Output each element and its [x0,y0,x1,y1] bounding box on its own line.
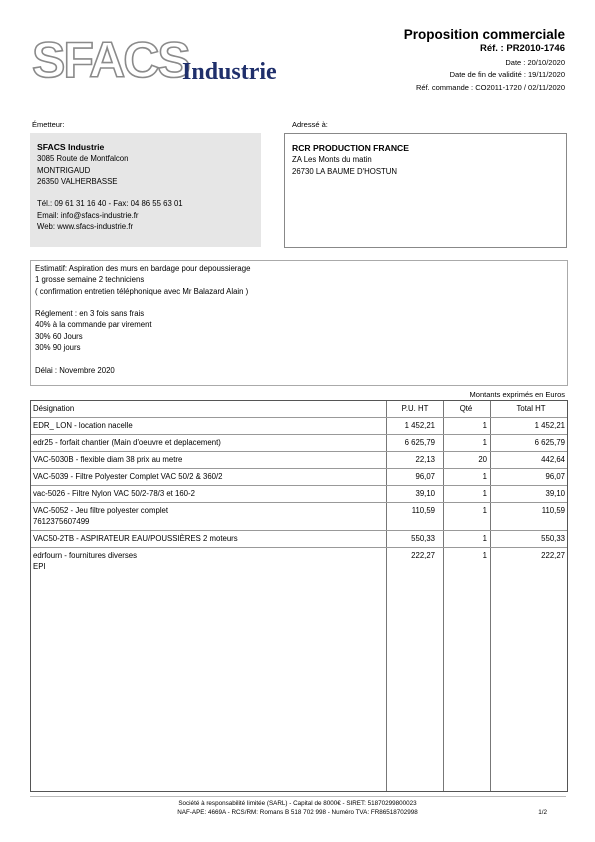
item-total: 110,59 [541,506,565,515]
table-row [31,418,567,435]
item-designation-main: edrfourn - fournitures diverses [33,551,138,560]
company-logo [30,30,315,90]
page-number: 1/2 [538,809,547,816]
item-quantity: 20 [478,455,487,464]
item-unit-price: 22,13 [415,455,435,464]
item-designation: VAC50-2TB - ASPIRATEUR EAU/POUSSIÈRES 2 moteurs [33,534,238,543]
item-designation: EDR_ LON - location nacelle [33,421,133,430]
emitter-address-line: 26350 VALHERBASSE [37,176,118,186]
table-row [31,486,567,503]
estimate-notes [30,260,568,386]
item-total: 39,10 [545,489,565,498]
column-header-unit-price: P.U. HT [401,404,429,413]
item-total: 442,64 [541,455,565,464]
column-header-total: Total HT [516,404,546,413]
payment-line: 30% 90 jours [35,343,81,353]
table-row [31,503,567,531]
footer-legal-line: NAF-APE: 4669A - RCS/RM: Romans B 518 702 998 - Numéro TVA: FR86518702998 [177,809,418,816]
payment-line: 40% à la commande par virement [35,320,152,330]
emitter-label: Émetteur: [32,120,65,129]
item-designation [33,551,385,572]
emitter-name: SFACS Industrie [37,142,105,152]
table-row [31,531,567,548]
table-row [31,452,567,469]
order-reference: Réf. commande : CO2011-1720 / 02/11/2020 [416,83,565,92]
delay-line: Délai : Novembre 2020 [35,365,115,375]
payment-line: 30% 60 Jours [35,331,83,341]
recipient-address-line: 26730 LA BAUME D'HOSTUN [292,166,398,176]
item-total: 550,33 [541,534,565,543]
payment-line: Réglement : en 3 fois sans frais [35,309,145,319]
item-designation: vac-5026 - Filtre Nylon VAC 50/2-78/3 et 160-2 [33,489,195,498]
document-date: Date : 20/10/2020 [505,58,565,67]
item-unit-price: 110,59 [411,506,435,515]
footer-legal-line: Société à responsabilité limitée (SARL) - Capital de 8000€ - SIRET: 51870299800023 [178,800,417,807]
item-designation: edr25 - forfait chantier (Main d'oeuvre et deplacement) [33,438,221,447]
estimate-line: 1 grosse semaine 2 techniciens [35,275,145,285]
item-designation: VAC-5039 - Filtre Polyester Complet VAC 50/2 & 360/2 [33,472,223,481]
validity-date: Date de fin de validité : 19/11/2020 [449,70,565,79]
estimate-line: Estimatif: Aspiration des murs en bardage pour depoussierage [35,264,251,273]
item-unit-price: 550,33 [411,534,435,543]
item-total: 96,07 [545,472,565,481]
items-table [30,400,568,792]
document-reference: Réf. : PR2010-1746 [479,43,565,54]
item-total: 6 625,79 [534,438,565,447]
item-unit-price: 1 452,21 [404,421,435,430]
item-quantity: 1 [482,506,487,515]
item-unit-price: 39,10 [415,489,435,498]
table-header-row [31,401,567,418]
recipient-name: RCR PRODUCTION FRANCE [292,143,409,153]
item-designation-detail: EPI [33,561,46,571]
currency-note: Montants exprimés en Euros [469,390,565,399]
column-header-designation: Désignation [33,404,75,413]
emitter-website: Web: www.sfacs-industrie.fr [37,222,134,232]
logo-sub-text: Industrie [182,59,277,85]
emitter-address-line: 3085 Route de Montfalcon [37,154,129,164]
item-quantity: 1 [482,551,487,560]
item-total: 222,27 [541,551,565,560]
item-quantity: 1 [482,438,487,447]
item-unit-price: 222,27 [411,551,435,560]
item-unit-price: 96,07 [415,472,435,481]
item-quantity: 1 [482,489,487,498]
emitter-email: Email: info@sfacs-industrie.fr [37,210,139,220]
item-designation: VAC-5030B - flexible diam 38 prix au metre [33,455,183,464]
recipient-address-line: ZA Les Monts du matin [292,155,372,165]
emitter-block [30,133,261,247]
emitter-phone: Tél.: 09 61 31 16 40 - Fax: 04 86 55 63 01 [37,199,183,209]
emitter-address-line: MONTRIGAUD [37,165,91,175]
table-row [31,548,567,790]
item-total: 1 452,21 [534,421,565,430]
column-header-quantity: Qté [459,404,473,413]
item-designation-detail: 7612375607499 [33,516,90,526]
item-quantity: 1 [482,421,487,430]
item-quantity: 1 [482,534,487,543]
document-title: Proposition commerciale [403,27,565,42]
logo-main-text: SFACS [32,32,189,88]
table-row [31,469,567,486]
item-unit-price: 6 625,79 [404,438,435,447]
table-row [31,435,567,452]
recipient-label: Adressé à: [292,120,328,129]
item-quantity: 1 [482,472,487,481]
item-designation-main: VAC-5052 - Jeu filtre polyester complet [33,506,169,515]
footer-divider [30,796,566,797]
estimate-line: ( confirmation entretien téléphonique avec Mr Balazard Alain ) [35,286,249,296]
recipient-block [284,133,567,248]
item-designation [33,506,385,527]
